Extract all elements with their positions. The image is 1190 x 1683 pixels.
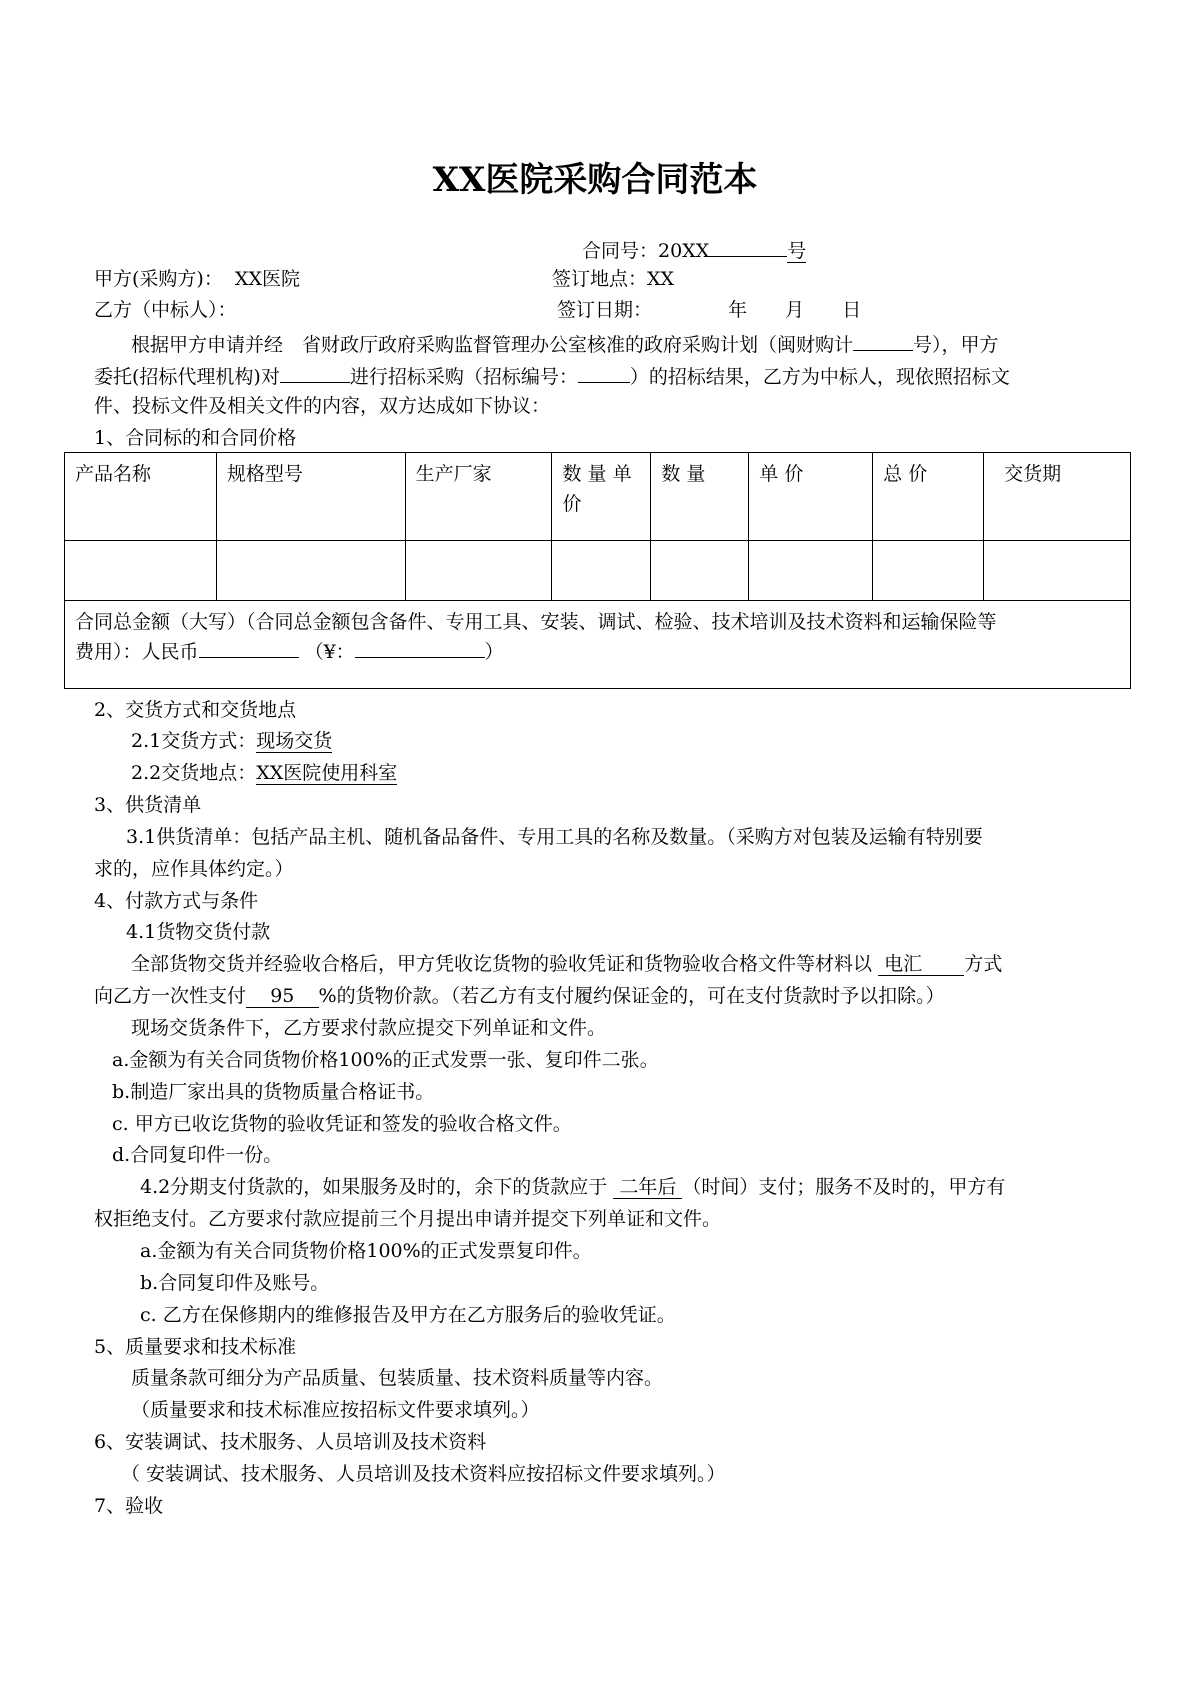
sign-date-day: 日: [842, 299, 862, 321]
payment-percent-value: 95: [246, 985, 319, 1008]
total-yen-blank[interactable]: [355, 637, 485, 658]
intro-line-1-end: 号），甲方: [913, 334, 999, 356]
installation-para-1: （ 安装调试、技术服务、人员培训及技术资料应按招标文件要求填列。）: [121, 1463, 726, 1485]
header-product-name: 产品名称: [65, 453, 217, 541]
header-spec-model: 规格型号: [216, 453, 405, 541]
table-cell[interactable]: [552, 541, 651, 601]
party-a: [94, 267, 300, 291]
payment-para-3: 现场交货条件下，乙方要求付款应提交下列单证和文件。: [131, 1017, 607, 1039]
table-cell[interactable]: [984, 541, 1131, 601]
contract-number: [582, 236, 806, 263]
total-rmb-label: 费用）：人民币: [75, 641, 199, 663]
payment-para-2: [94, 984, 945, 1008]
table-header-row: [65, 453, 1131, 541]
payment-para-2-end: %的货物价款。（若乙方有支付履约保证金的，可在支付货款时予以扣除。）: [318, 985, 945, 1007]
table-cell[interactable]: [65, 541, 217, 601]
document-title: XX医院采购合同范本: [432, 160, 758, 200]
payment-item-d: d.合同复印件一份。: [112, 1144, 283, 1166]
section-6-heading: 6、安装调试、技术服务、人员培训及技术资料: [94, 1431, 487, 1453]
payment-para-1-end: 方式: [964, 953, 1003, 975]
total-yen-label: （¥：: [304, 641, 355, 663]
sign-place-label: 签订地点：: [552, 268, 648, 290]
payment-4-2-end: （时间）支付；服务不及时的，甲方有: [682, 1176, 1006, 1198]
installment-time-value: 二年后: [613, 1176, 682, 1199]
table-total-row: [65, 601, 1131, 689]
payment-4-1-heading: 4.1货物交货付款: [126, 921, 271, 943]
payment-item-a: a.金额为有关合同货物价格100%的正式发票一张、复印件二张。: [112, 1049, 659, 1071]
delivery-method-label: 2.1交货方式：: [131, 730, 257, 752]
section-5-heading: 5、质量要求和技术标准: [94, 1336, 297, 1358]
payment-4-2-line-2: 权拒绝支付。乙方要求付款应提前三个月提出申请并提交下列单证和文件。: [94, 1208, 722, 1230]
header-delivery-period: 交货期: [984, 453, 1131, 541]
total-rmb-blank[interactable]: [199, 637, 299, 658]
table-cell[interactable]: [405, 541, 552, 601]
table-cell[interactable]: [873, 541, 984, 601]
header-total-price: 总 价: [873, 453, 984, 541]
installment-item-a: a.金额为有关合同货物价格100%的正式发票复印件。: [140, 1240, 592, 1262]
delivery-method-value: 现场交货: [256, 730, 333, 752]
payment-item-b: b.制造厂家出具的货物质量合格证书。: [112, 1081, 435, 1103]
payment-para-1: [131, 952, 1002, 976]
intro-line-2: [94, 362, 1010, 389]
sign-date-year: 年: [728, 299, 748, 321]
party-b-label: 乙方（中标人）：: [94, 299, 237, 321]
intro-line-2-mid: 进行招标采购（招标编号：: [349, 366, 578, 388]
contract-number-blank[interactable]: [709, 236, 787, 257]
header-unit-quantity: 数 量 单 价: [552, 453, 651, 541]
payment-4-2-text: 4.2分期支付货款的，如果服务及时的，余下的货款应于: [140, 1176, 608, 1198]
delivery-place-label: 2.2交货地点：: [131, 762, 257, 784]
delivery-place: [131, 761, 397, 785]
plan-number-blank[interactable]: [853, 330, 913, 351]
intro-line-3: 件、投标文件及相关文件的内容，双方达成如下协议：: [94, 395, 551, 417]
delivery-method: [131, 729, 332, 753]
section-1-heading: 1、合同标的和合同价格: [94, 427, 297, 449]
table-cell[interactable]: [749, 541, 873, 601]
total-amount-line-1: 合同总金额（大写）（合同总金额包含备件、专用工具、安装、调试、检验、技术培训及技术资料和运输保险等: [75, 611, 997, 633]
project-blank[interactable]: [280, 362, 350, 383]
header-unit-price: 单 价: [749, 453, 873, 541]
tender-number-blank[interactable]: [578, 362, 630, 383]
total-yen-close: ）: [484, 641, 504, 663]
table-cell[interactable]: [216, 541, 405, 601]
section-7-heading: 7、验收: [94, 1495, 164, 1517]
sign-date-month: 月: [785, 299, 805, 321]
section-4-heading: 4、付款方式与条件: [94, 890, 259, 912]
payment-4-2-line-1: [140, 1175, 1005, 1199]
table-row: [65, 541, 1131, 601]
installment-item-b: b.合同复印件及账号。: [140, 1272, 330, 1294]
sign-place-value: XX: [647, 268, 675, 290]
supply-list-line-2: 求的，应作具体约定。）: [94, 858, 294, 880]
intro-line-1-text: 根据甲方申请并经 省财政厅政府采购监督管理办公室核准的政府采购计划（闽财购计: [131, 334, 854, 356]
header-manufacturer: 生产厂家: [405, 453, 552, 541]
payment-item-c: c. 甲方已收讫货物的验收凭证和签发的验收合格文件。: [112, 1113, 572, 1135]
contract-number-label: 合同号：20XX: [582, 240, 710, 262]
section-2-heading: 2、交货方式和交货地点: [94, 699, 297, 721]
party-a-label: 甲方(采购方)：: [94, 268, 223, 290]
table-cell[interactable]: [651, 541, 749, 601]
intro-line-2-text: 委托(招标代理机构)对: [94, 366, 280, 388]
sign-date: [557, 298, 861, 322]
header-quantity: 数 量: [651, 453, 749, 541]
quality-para-2: （质量要求和技术标准应按招标文件要求填列。）: [131, 1399, 540, 1421]
payment-para-2-text: 向乙方一次性支付: [94, 985, 247, 1007]
contract-price-table: [64, 452, 1131, 689]
sign-date-label: 签订日期：: [557, 299, 653, 321]
installment-item-c: c. 乙方在保修期内的维修报告及甲方在乙方服务后的验收凭证。: [140, 1304, 676, 1326]
sign-place: [552, 267, 674, 291]
total-amount-cell: [65, 601, 1131, 689]
quality-para-1: 质量条款可细分为产品质量、包装质量、技术资料质量等内容。: [131, 1367, 664, 1389]
payment-method-value: 电汇: [878, 953, 964, 976]
total-amount-line-2: [75, 637, 1120, 667]
intro-line-2-end: ）的招标结果，乙方为中标人，现依照招标文: [629, 366, 1010, 388]
delivery-place-value: XX医院使用科室: [256, 762, 398, 784]
party-a-value: XX医院: [234, 268, 300, 290]
supply-list-line-1: 3.1供货清单：包括产品主机、随机备品备件、专用工具的名称及数量。（采购方对包装及运输有特别要: [126, 826, 983, 848]
section-3-heading: 3、供货清单: [94, 794, 202, 816]
payment-para-1-text: 全部货物交货并经验收合格后，甲方凭收讫货物的验收凭证和货物验收合格文件等材料以: [131, 953, 873, 975]
intro-line-1: [131, 330, 999, 357]
contract-number-suffix: 号: [787, 240, 807, 262]
